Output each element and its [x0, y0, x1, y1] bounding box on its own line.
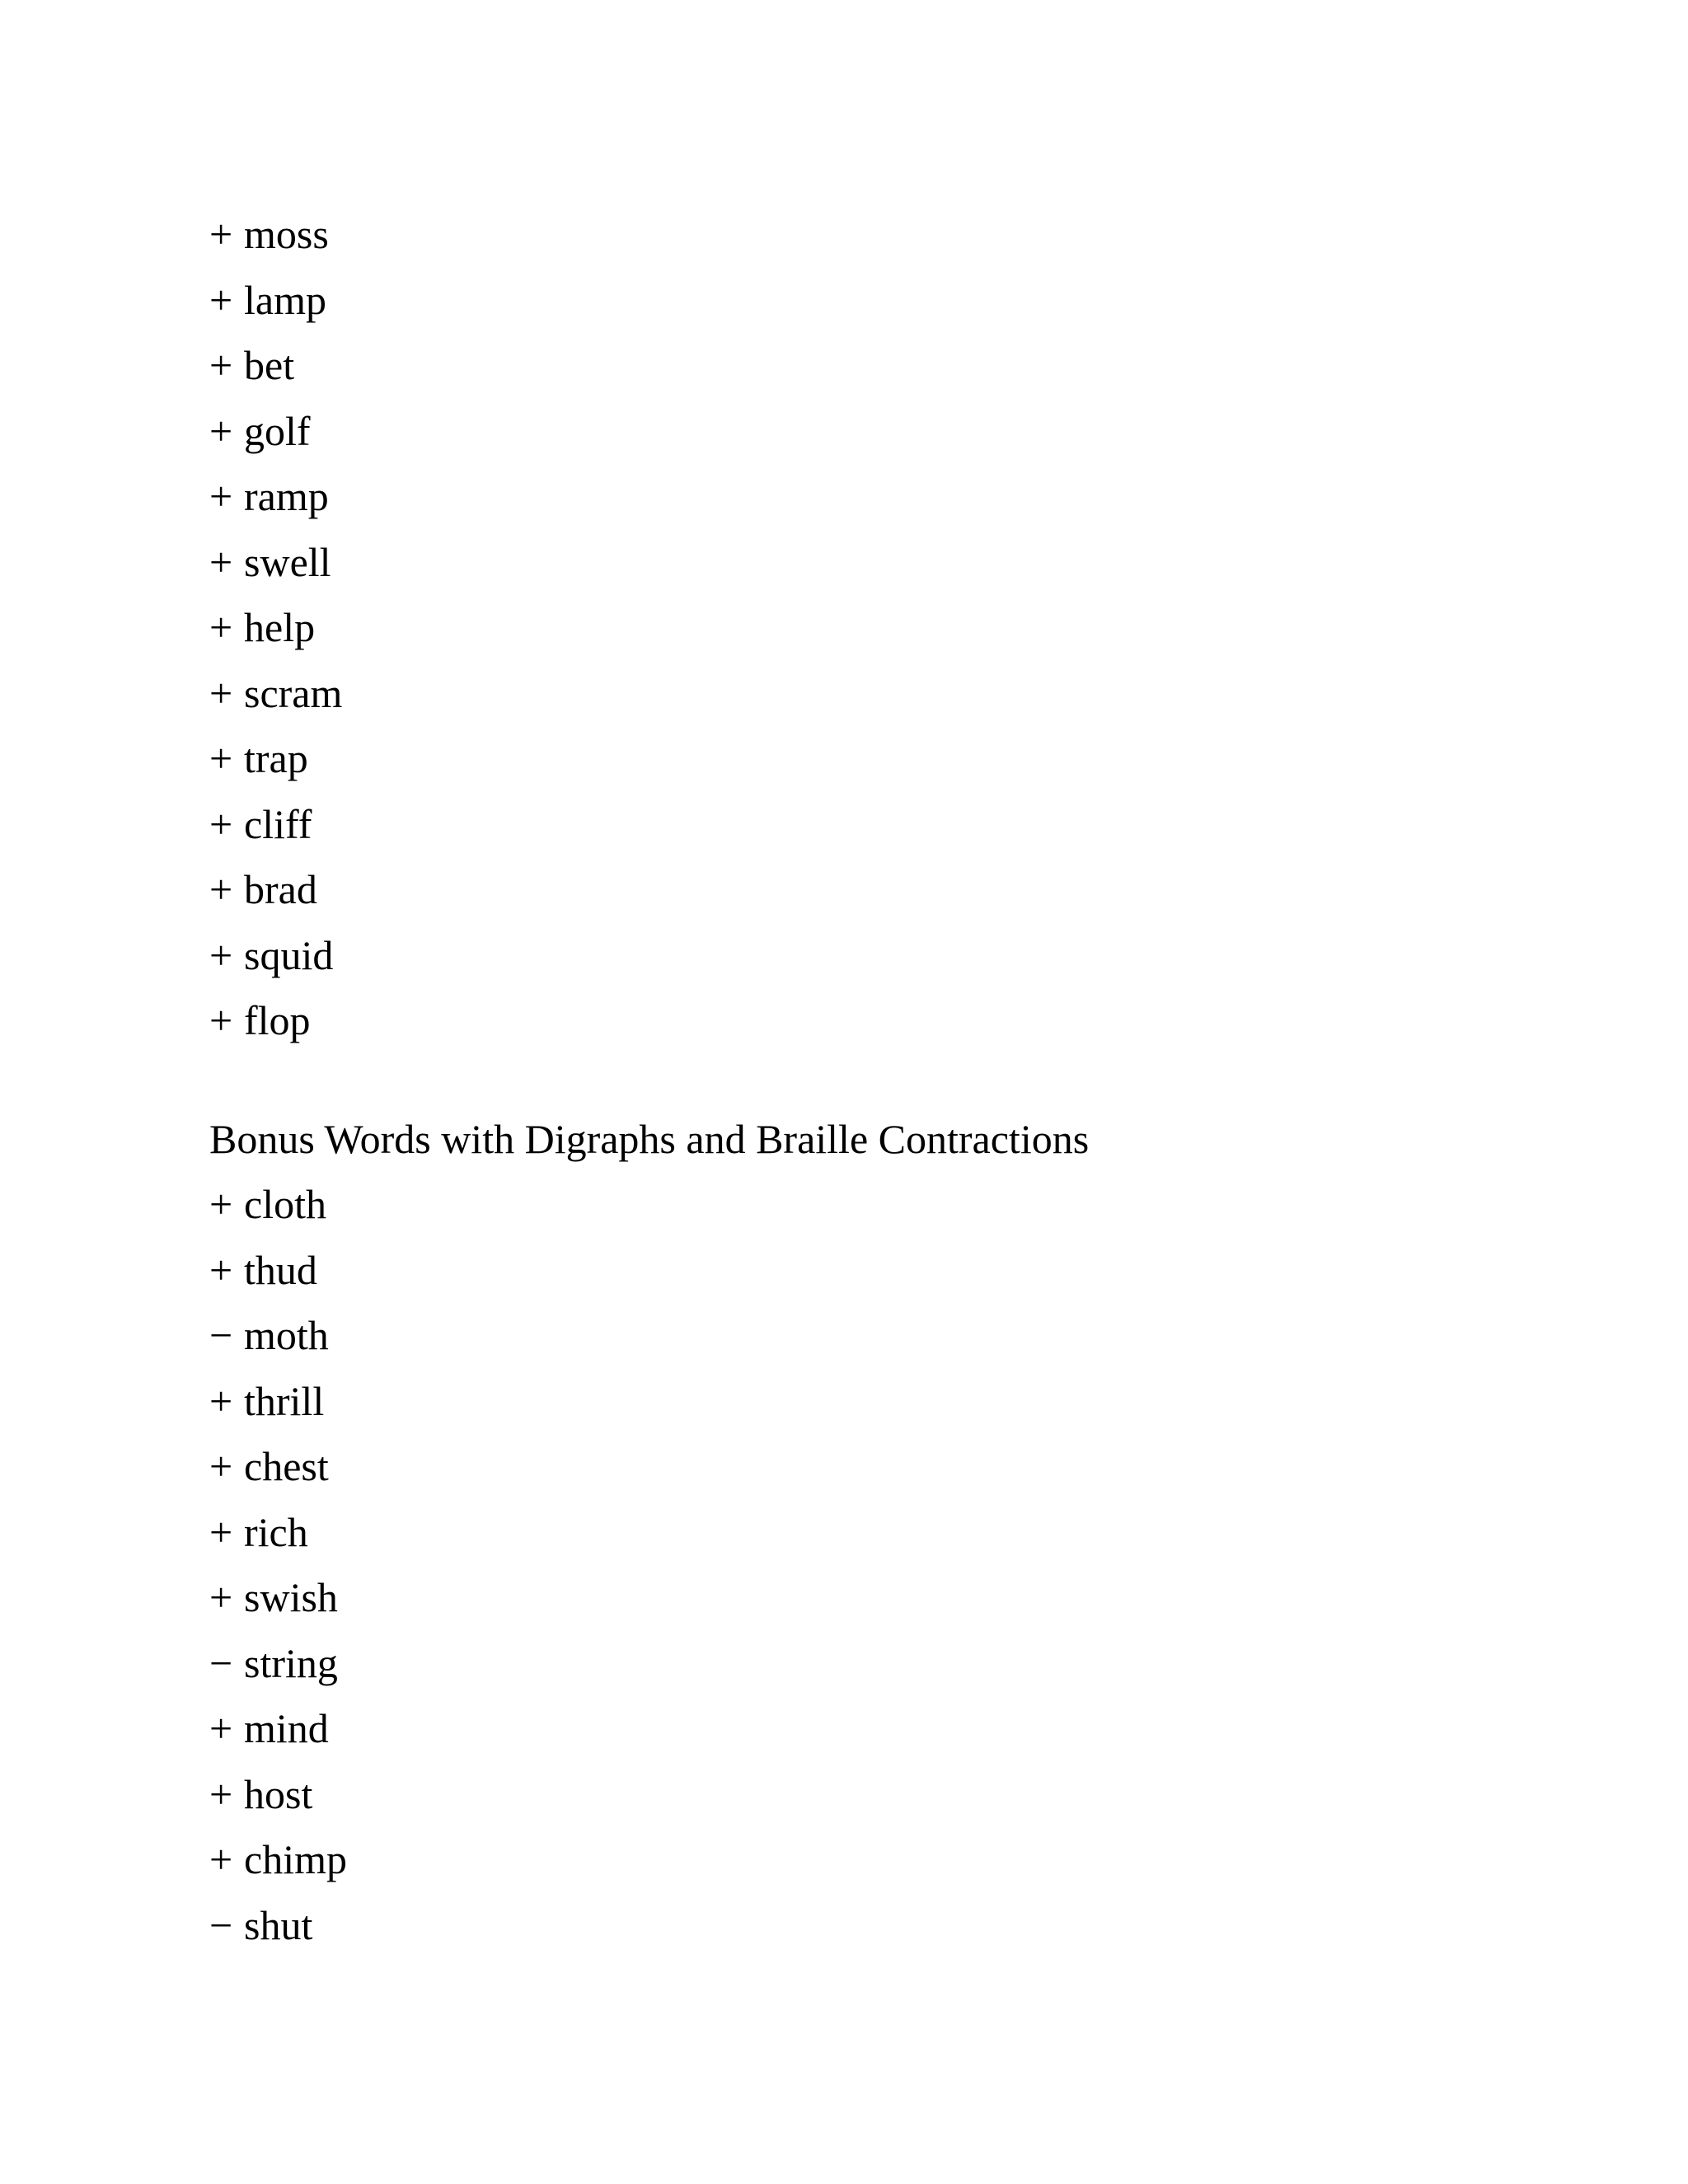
word-text: string — [244, 1639, 338, 1686]
list-item — [209, 1696, 1611, 1762]
list-item — [209, 1893, 1611, 1959]
mark-symbol: − — [209, 1901, 233, 1948]
word-text: cliff — [244, 800, 312, 847]
word-text: squid — [244, 931, 334, 978]
word-text: mind — [244, 1705, 329, 1751]
list-item — [209, 1369, 1611, 1435]
list-item — [209, 1565, 1611, 1631]
mark-symbol: + — [209, 1508, 233, 1555]
mark-symbol: − — [209, 1312, 233, 1358]
word-text: swell — [244, 538, 331, 585]
word-text: brad — [244, 866, 317, 912]
mark-symbol: + — [209, 342, 233, 388]
mark-symbol: + — [209, 1181, 233, 1227]
word-text: bet — [244, 342, 295, 388]
word-text: chest — [244, 1443, 329, 1489]
word-text: swish — [244, 1574, 338, 1620]
mark-symbol: + — [209, 1246, 233, 1293]
word-text: host — [244, 1770, 313, 1817]
list-item — [209, 1631, 1611, 1697]
word-text: trap — [244, 735, 308, 781]
list-item — [209, 1172, 1611, 1238]
word-text: lamp — [244, 276, 326, 323]
mark-symbol: + — [209, 669, 233, 716]
word-text: cloth — [244, 1181, 326, 1227]
list-item — [209, 268, 1611, 334]
list-item — [209, 988, 1611, 1054]
list-item — [209, 1827, 1611, 1893]
list-item — [209, 530, 1611, 596]
mark-symbol: + — [209, 800, 233, 847]
mark-symbol: + — [209, 1836, 233, 1882]
word-text: rich — [244, 1508, 308, 1555]
word-list-2 — [209, 1172, 1611, 1958]
list-item — [209, 464, 1611, 530]
mark-symbol: + — [209, 604, 233, 650]
mark-symbol: + — [209, 538, 233, 585]
mark-symbol: + — [209, 407, 233, 454]
mark-symbol: + — [209, 1377, 233, 1424]
list-item — [209, 1303, 1611, 1369]
mark-symbol: + — [209, 931, 233, 978]
mark-symbol: + — [209, 1574, 233, 1620]
document-page — [209, 202, 1611, 1958]
list-item — [209, 792, 1611, 858]
word-text: golf — [244, 407, 311, 454]
word-text: moth — [244, 1312, 329, 1358]
mark-symbol: + — [209, 735, 233, 781]
list-item — [209, 202, 1611, 268]
mark-symbol: − — [209, 1639, 233, 1686]
list-item — [209, 923, 1611, 989]
mark-symbol: + — [209, 211, 233, 257]
word-text: thud — [244, 1246, 317, 1293]
word-text: shut — [244, 1901, 313, 1948]
list-item — [209, 857, 1611, 923]
list-item — [209, 333, 1611, 399]
list-item — [209, 661, 1611, 727]
word-text: thrill — [244, 1377, 325, 1424]
word-text: chimp — [244, 1836, 347, 1882]
list-item — [209, 1434, 1611, 1500]
mark-symbol: + — [209, 866, 233, 912]
mark-symbol: + — [209, 1770, 233, 1817]
list-item — [209, 1238, 1611, 1304]
word-text: moss — [244, 211, 329, 257]
word-list-1 — [209, 202, 1611, 1054]
word-text: ramp — [244, 473, 329, 519]
list-item — [209, 595, 1611, 661]
list-item — [209, 1500, 1611, 1566]
word-text: help — [244, 604, 316, 650]
mark-symbol: + — [209, 473, 233, 519]
word-text: flop — [244, 997, 311, 1043]
mark-symbol: + — [209, 997, 233, 1043]
section-gap — [209, 1054, 1611, 1107]
list-item — [209, 1762, 1611, 1828]
word-text: scram — [244, 669, 343, 716]
list-item — [209, 726, 1611, 792]
list-item — [209, 399, 1611, 465]
mark-symbol: + — [209, 1443, 233, 1489]
section-heading: Bonus Words with Digraphs and Braille Contractions — [209, 1115, 1090, 1162]
mark-symbol: + — [209, 1705, 233, 1751]
mark-symbol: + — [209, 276, 233, 323]
